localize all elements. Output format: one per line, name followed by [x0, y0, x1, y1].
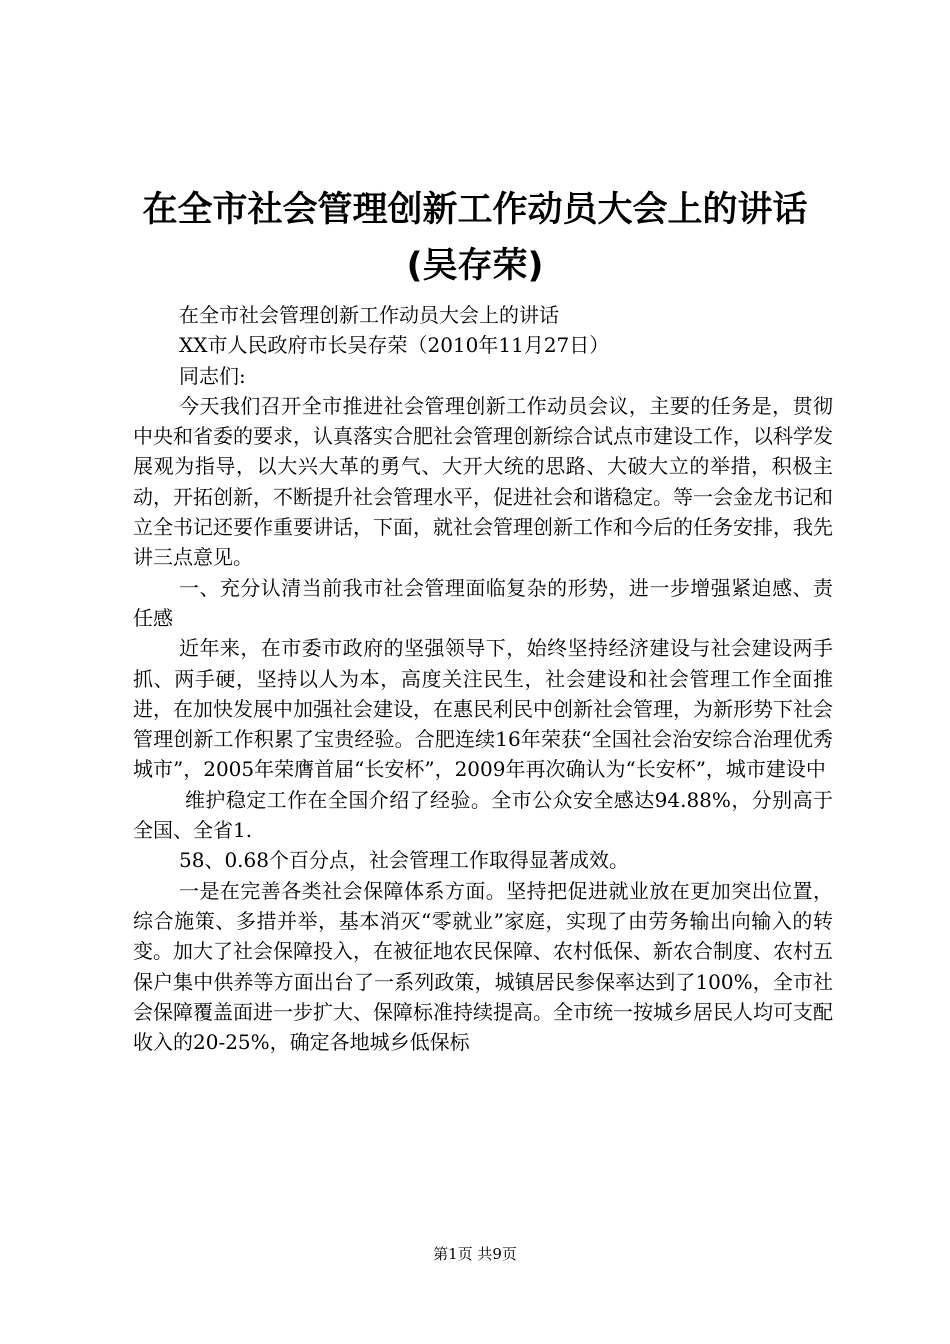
salutation: 同志们: — [179, 363, 246, 388]
page-footer: 第1页 共9页 — [433, 1245, 517, 1263]
paragraph-stability: 维护稳定工作在全国介绍了经验。全市公众安全感达94.88%，分别高于全国、全省1. — [133, 787, 833, 843]
paragraph-percentage: 58、0.68个百分点，社会管理工作取得显著成效。 — [179, 848, 629, 873]
paragraph-social-security: 一是在完善各类社会保障体系方面。坚持把促进就业放在更加突出位置，综合施策、多措并举，基本消灭“零就业”家庭，实现了由劳务输出向输入的转变。加大了社会保障投入，在被征地农民保障、农村低保、新农合制度、农村五保户集中供养等方面出台了一系列政策，城镇居民参保率达到了100%，全市社会保障覆盖面进一步扩大、保障标准持续提高。全市统一按城乡居民人均可支配收入的20-25%，确定各地城乡低保标 — [133, 878, 833, 1055]
document-body — [133, 300, 833, 1057]
speaker-line: XX市人民政府市长吴存荣（2010年11月27日） — [179, 333, 610, 358]
speech-heading: 在全市社会管理创新工作动员大会上的讲话 — [179, 303, 559, 327]
paragraph-intro: 今天我们召开全市推进社会管理创新工作动员会议，主要的任务是，贯彻中央和省委的要求，认真落实合肥社会管理创新综合试点市建设工作，以科学发展观为指导，以大兴大革的勇气、大开大统的思路、大破大立的举措，积极主动，开拓创新，不断提升社会管理水平，促进社会和谐稳定。等一会金龙书记和立全书记还要作重要讲话，下面，就社会管理创新工作和今后的任务安排，我先讲三点意见。 — [133, 393, 833, 570]
document-title-author: (吴存荣) — [406, 246, 544, 286]
section-heading-1: 一、充分认清当前我市社会管理面临复杂的形势，进一步增强紧迫感、责任感 — [133, 575, 833, 630]
document-title: 在全市社会管理创新工作动员大会上的讲话 — [142, 190, 808, 230]
paragraph-recent-years: 近年来，在市委市政府的坚强领导下，始终坚持经济建设与社会建设两手抓、两手硬，坚持以人为本，高度关注民生，社会建设和社会管理工作全面推进，在加快发展中加强社会建设，在惠民利民中创新社会管理，为新形势下社会管理创新工作积累了宝贵经验。合肥连续16年荣获“全国社会治安综合治理优秀城市”，2005年荣膺首届“长安杯”，2009年再次确认为“长安杯”，城市建设中 — [133, 636, 833, 782]
